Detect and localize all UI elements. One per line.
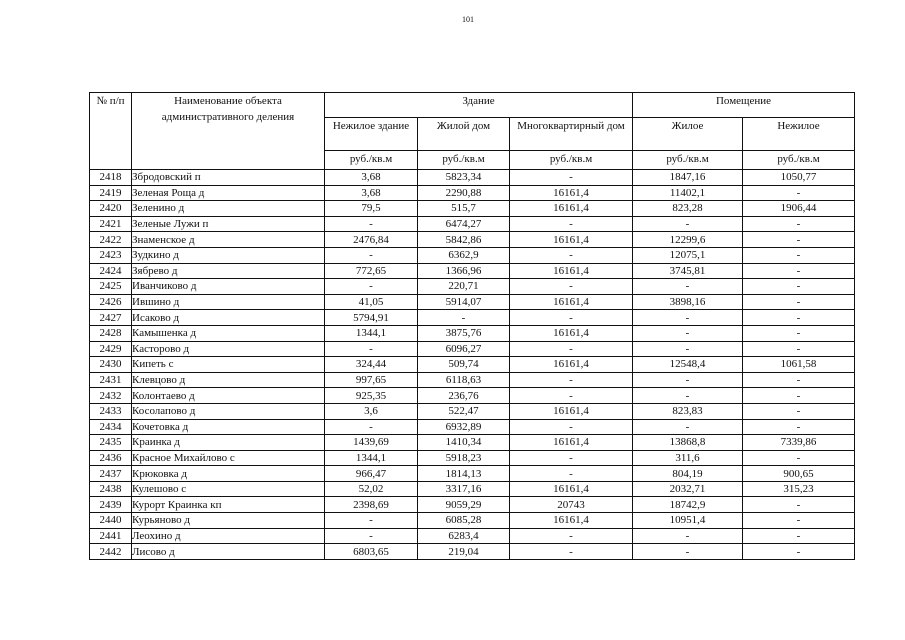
nonresidential-building-value: - xyxy=(325,528,418,544)
row-number: 2439 xyxy=(90,497,132,513)
residential-premises-value: 2032,71 xyxy=(633,481,743,497)
nonresidential-premises-value: - xyxy=(743,279,855,295)
object-name: Зябрево д xyxy=(132,263,325,279)
apartment-house-value: - xyxy=(510,372,633,388)
table-row xyxy=(90,481,855,497)
row-number: 2434 xyxy=(90,419,132,435)
unit-label: руб./кв.м xyxy=(743,151,855,170)
object-name: Курьяново д xyxy=(132,513,325,529)
row-number: 2441 xyxy=(90,528,132,544)
nonresidential-premises-value: 1050,77 xyxy=(743,170,855,186)
residential-house-value: 6362,9 xyxy=(418,247,510,263)
row-number: 2433 xyxy=(90,403,132,419)
nonresidential-building-value: 3,68 xyxy=(325,185,418,201)
nonresidential-premises-value: 1906,44 xyxy=(743,201,855,217)
object-name: Кулешово с xyxy=(132,481,325,497)
residential-house-value: 3317,16 xyxy=(418,481,510,497)
object-name: Крюковка д xyxy=(132,466,325,482)
object-name: Касторово д xyxy=(132,341,325,357)
row-number: 2429 xyxy=(90,341,132,357)
residential-premises-value: 823,28 xyxy=(633,201,743,217)
header-residential-house: Жилой дом xyxy=(418,118,510,151)
residential-premises-value: - xyxy=(633,325,743,341)
row-number: 2440 xyxy=(90,513,132,529)
nonresidential-building-value: - xyxy=(325,279,418,295)
apartment-house-value: - xyxy=(510,170,633,186)
row-number: 2438 xyxy=(90,481,132,497)
object-name: Кипеть с xyxy=(132,357,325,373)
residential-premises-value: - xyxy=(633,372,743,388)
object-name: Исаково д xyxy=(132,310,325,326)
row-number: 2423 xyxy=(90,247,132,263)
header-residential-premises: Жилое xyxy=(633,118,743,151)
page-number: 101 xyxy=(462,15,474,24)
residential-house-value: 220,71 xyxy=(418,279,510,295)
nonresidential-premises-value: 7339,86 xyxy=(743,435,855,451)
apartment-house-value: 16161,4 xyxy=(510,481,633,497)
nonresidential-building-value: 2476,84 xyxy=(325,232,418,248)
table-row xyxy=(90,497,855,513)
header-premises: Помещение xyxy=(633,93,855,118)
residential-premises-value: 18742,9 xyxy=(633,497,743,513)
apartment-house-value: - xyxy=(510,450,633,466)
table-row xyxy=(90,310,855,326)
nonresidential-premises-value: - xyxy=(743,450,855,466)
apartment-house-value: - xyxy=(510,279,633,295)
nonresidential-building-value: 1344,1 xyxy=(325,325,418,341)
nonresidential-premises-value: - xyxy=(743,341,855,357)
row-number: 2419 xyxy=(90,185,132,201)
table-row xyxy=(90,279,855,295)
row-number: 2418 xyxy=(90,170,132,186)
object-name: Знаменское д xyxy=(132,232,325,248)
residential-house-value: 6474,27 xyxy=(418,216,510,232)
object-name: Зеленая Роща д xyxy=(132,185,325,201)
apartment-house-value: 16161,4 xyxy=(510,185,633,201)
table-row xyxy=(90,435,855,451)
residential-premises-value: 13868,8 xyxy=(633,435,743,451)
nonresidential-premises-value: - xyxy=(743,497,855,513)
apartment-house-value: 16161,4 xyxy=(510,232,633,248)
table-row xyxy=(90,388,855,404)
nonresidential-building-value: 79,5 xyxy=(325,201,418,217)
residential-house-value: 6932,89 xyxy=(418,419,510,435)
object-name: Иванчиково д xyxy=(132,279,325,295)
table-row xyxy=(90,294,855,310)
unit-label: руб./кв.м xyxy=(510,151,633,170)
row-number: 2420 xyxy=(90,201,132,217)
table-row xyxy=(90,170,855,186)
residential-house-value: 5842,86 xyxy=(418,232,510,248)
nonresidential-building-value: 997,65 xyxy=(325,372,418,388)
table-row xyxy=(90,513,855,529)
nonresidential-premises-value: 315,23 xyxy=(743,481,855,497)
residential-premises-value: 12299,6 xyxy=(633,232,743,248)
residential-premises-value: - xyxy=(633,544,743,560)
object-name: Клевцово д xyxy=(132,372,325,388)
residential-house-value: 6096,27 xyxy=(418,341,510,357)
residential-premises-value: 1847,16 xyxy=(633,170,743,186)
table-row xyxy=(90,185,855,201)
residential-premises-value: - xyxy=(633,419,743,435)
nonresidential-premises-value: - xyxy=(743,294,855,310)
nonresidential-building-value: 6803,65 xyxy=(325,544,418,560)
object-name: Косолапово д xyxy=(132,403,325,419)
residential-house-value: 219,04 xyxy=(418,544,510,560)
residential-premises-value: 10951,4 xyxy=(633,513,743,529)
nonresidential-premises-value: - xyxy=(743,544,855,560)
table-row xyxy=(90,403,855,419)
nonresidential-building-value: 772,65 xyxy=(325,263,418,279)
row-number: 2432 xyxy=(90,388,132,404)
residential-house-value: 3875,76 xyxy=(418,325,510,341)
nonresidential-building-value: 966,47 xyxy=(325,466,418,482)
nonresidential-premises-value: 1061,58 xyxy=(743,357,855,373)
nonresidential-premises-value: - xyxy=(743,419,855,435)
residential-premises-value: - xyxy=(633,388,743,404)
row-number: 2435 xyxy=(90,435,132,451)
header-object-name: Наименование объекта административного деления xyxy=(132,93,325,170)
row-number: 2431 xyxy=(90,372,132,388)
object-name: Камышенка д xyxy=(132,325,325,341)
residential-premises-value: 823,83 xyxy=(633,403,743,419)
nonresidential-premises-value: - xyxy=(743,388,855,404)
apartment-house-value: - xyxy=(510,310,633,326)
residential-premises-value: 311,6 xyxy=(633,450,743,466)
residential-house-value: 6085,28 xyxy=(418,513,510,529)
nonresidential-premises-value: - xyxy=(743,528,855,544)
object-name: Кочетовка д xyxy=(132,419,325,435)
row-number: 2428 xyxy=(90,325,132,341)
residential-house-value: 5823,34 xyxy=(418,170,510,186)
nonresidential-premises-value: - xyxy=(743,247,855,263)
apartment-house-value: 16161,4 xyxy=(510,513,633,529)
table-row xyxy=(90,372,855,388)
apartment-house-value: - xyxy=(510,216,633,232)
row-number: 2425 xyxy=(90,279,132,295)
nonresidential-premises-value: - xyxy=(743,216,855,232)
table-row xyxy=(90,247,855,263)
table-row xyxy=(90,216,855,232)
nonresidential-building-value: 3,68 xyxy=(325,170,418,186)
residential-house-value: 515,7 xyxy=(418,201,510,217)
residential-house-value: 1366,96 xyxy=(418,263,510,279)
nonresidential-building-value: - xyxy=(325,216,418,232)
unit-label: руб./кв.м xyxy=(325,151,418,170)
unit-label: руб./кв.м xyxy=(633,151,743,170)
nonresidential-premises-value: - xyxy=(743,232,855,248)
residential-premises-value: 12075,1 xyxy=(633,247,743,263)
residential-house-value: 509,74 xyxy=(418,357,510,373)
unit-label: руб./кв.м xyxy=(418,151,510,170)
residential-house-value: 1410,34 xyxy=(418,435,510,451)
residential-premises-value: - xyxy=(633,341,743,357)
nonresidential-building-value: 1439,69 xyxy=(325,435,418,451)
object-name: Зеленино д xyxy=(132,201,325,217)
residential-house-value: 236,76 xyxy=(418,388,510,404)
residential-house-value: 5914,07 xyxy=(418,294,510,310)
apartment-house-value: 16161,4 xyxy=(510,403,633,419)
nonresidential-premises-value: - xyxy=(743,403,855,419)
nonresidential-building-value: - xyxy=(325,247,418,263)
object-name: Ившино д xyxy=(132,294,325,310)
header-nonresidential-building: Нежилое здание xyxy=(325,118,418,151)
apartment-house-value: 16161,4 xyxy=(510,294,633,310)
row-number: 2437 xyxy=(90,466,132,482)
object-name: Курорт Краинка кп xyxy=(132,497,325,513)
header-apartment-house: Многоквартирный дом xyxy=(510,118,633,151)
residential-premises-value: 3898,16 xyxy=(633,294,743,310)
residential-premises-value: 804,19 xyxy=(633,466,743,482)
nonresidential-premises-value: - xyxy=(743,325,855,341)
nonresidential-building-value: 1344,1 xyxy=(325,450,418,466)
table-row xyxy=(90,544,855,560)
residential-premises-value: - xyxy=(633,528,743,544)
residential-house-value: 1814,13 xyxy=(418,466,510,482)
nonresidential-premises-value: - xyxy=(743,513,855,529)
object-name: Зудкино д xyxy=(132,247,325,263)
table-row xyxy=(90,357,855,373)
table-row xyxy=(90,466,855,482)
nonresidential-building-value: 324,44 xyxy=(325,357,418,373)
object-name: Красное Михайлово с xyxy=(132,450,325,466)
header-nonresidential-premises: Нежилое xyxy=(743,118,855,151)
object-name: Леохино д xyxy=(132,528,325,544)
header-num: № п/п xyxy=(90,93,132,170)
apartment-house-value: 16161,4 xyxy=(510,435,633,451)
residential-premises-value: - xyxy=(633,279,743,295)
apartment-house-value: - xyxy=(510,528,633,544)
nonresidential-premises-value: - xyxy=(743,372,855,388)
header-building: Здание xyxy=(325,93,633,118)
row-number: 2424 xyxy=(90,263,132,279)
residential-house-value: 2290,88 xyxy=(418,185,510,201)
table-row xyxy=(90,419,855,435)
nonresidential-premises-value: - xyxy=(743,185,855,201)
residential-house-value: 6283,4 xyxy=(418,528,510,544)
apartment-house-value: - xyxy=(510,341,633,357)
residential-premises-value: 3745,81 xyxy=(633,263,743,279)
table-header xyxy=(90,93,855,170)
nonresidential-building-value: 5794,91 xyxy=(325,310,418,326)
object-name: Колонтаево д xyxy=(132,388,325,404)
nonresidential-building-value: 3,6 xyxy=(325,403,418,419)
object-name: Збродовский п xyxy=(132,170,325,186)
nonresidential-premises-value: 900,65 xyxy=(743,466,855,482)
apartment-house-value: 16161,4 xyxy=(510,325,633,341)
table-row xyxy=(90,528,855,544)
table-body xyxy=(90,170,855,560)
residential-house-value: 6118,63 xyxy=(418,372,510,388)
residential-house-value: 9059,29 xyxy=(418,497,510,513)
object-name: Краинка д xyxy=(132,435,325,451)
row-number: 2436 xyxy=(90,450,132,466)
table-row xyxy=(90,450,855,466)
row-number: 2442 xyxy=(90,544,132,560)
nonresidential-building-value: - xyxy=(325,513,418,529)
apartment-house-value: 20743 xyxy=(510,497,633,513)
apartment-house-value: - xyxy=(510,247,633,263)
residential-house-value: - xyxy=(418,310,510,326)
nonresidential-building-value: 41,05 xyxy=(325,294,418,310)
row-number: 2426 xyxy=(90,294,132,310)
nonresidential-building-value: - xyxy=(325,419,418,435)
residential-house-value: 5918,23 xyxy=(418,450,510,466)
row-number: 2421 xyxy=(90,216,132,232)
object-name: Зеленые Лужи п xyxy=(132,216,325,232)
apartment-house-value: - xyxy=(510,466,633,482)
residential-premises-value: 11402,1 xyxy=(633,185,743,201)
table-row xyxy=(90,341,855,357)
cadastral-value-table xyxy=(89,92,855,560)
nonresidential-building-value: 2398,69 xyxy=(325,497,418,513)
row-number: 2422 xyxy=(90,232,132,248)
row-number: 2430 xyxy=(90,357,132,373)
table-row xyxy=(90,232,855,248)
apartment-house-value: 16161,4 xyxy=(510,263,633,279)
apartment-house-value: - xyxy=(510,544,633,560)
residential-house-value: 522,47 xyxy=(418,403,510,419)
nonresidential-premises-value: - xyxy=(743,263,855,279)
residential-premises-value: - xyxy=(633,310,743,326)
residential-premises-value: 12548,4 xyxy=(633,357,743,373)
object-name: Лисово д xyxy=(132,544,325,560)
apartment-house-value: - xyxy=(510,419,633,435)
apartment-house-value: 16161,4 xyxy=(510,201,633,217)
table-row xyxy=(90,263,855,279)
row-number: 2427 xyxy=(90,310,132,326)
table-row xyxy=(90,201,855,217)
nonresidential-building-value: 925,35 xyxy=(325,388,418,404)
nonresidential-premises-value: - xyxy=(743,310,855,326)
apartment-house-value: 16161,4 xyxy=(510,357,633,373)
nonresidential-building-value: - xyxy=(325,341,418,357)
nonresidential-building-value: 52,02 xyxy=(325,481,418,497)
apartment-house-value: - xyxy=(510,388,633,404)
table-row xyxy=(90,325,855,341)
residential-premises-value: - xyxy=(633,216,743,232)
